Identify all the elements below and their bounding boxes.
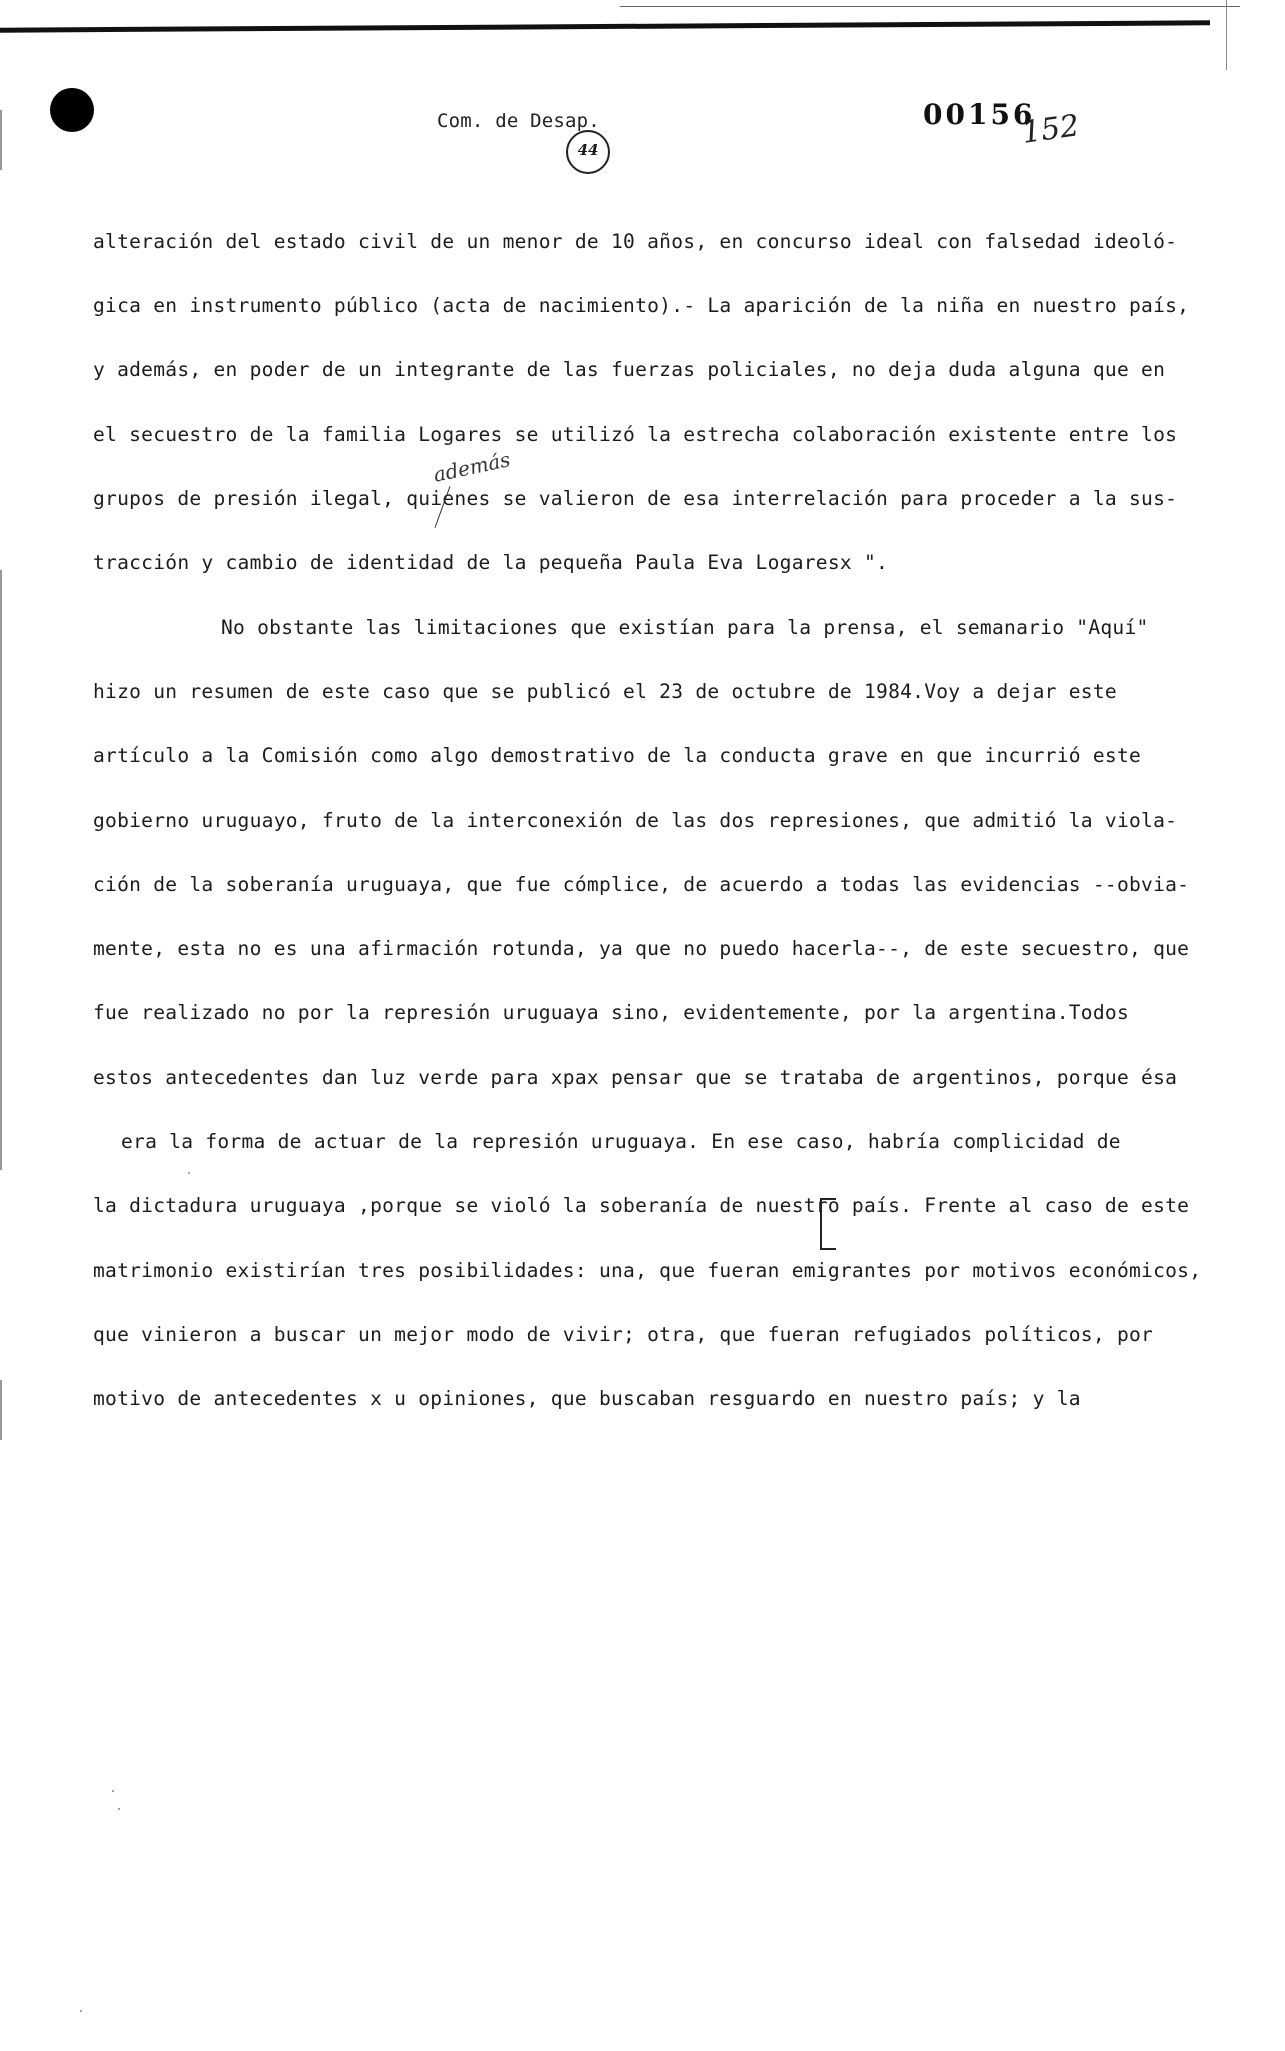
text-line: No obstante las limitaciones que existían para la prensa, el semanario "Aquí"	[221, 616, 1149, 639]
text-line: mente, esta no es una afirmación rotunda, ya que no puedo hacerla--, de este secuestro, que	[93, 937, 1190, 960]
handwritten-insertion: además	[431, 447, 513, 487]
top-thin-line	[620, 6, 1240, 7]
text-line: artículo a la Comisión como algo demostrativo de la conducta grave en que incurrió este	[93, 744, 1142, 767]
scan-speck	[118, 1808, 120, 1810]
text-line: gobierno uruguayo, fruto de la interconexión de las dos represiones, que admitió la viola-	[93, 809, 1178, 832]
scan-speck	[188, 1172, 190, 1174]
text-line: tracción y cambio de identidad de la pequeña Paula Eva Logaresx ".	[93, 551, 889, 574]
text-line: motivo de antecedentes x u opiniones, que buscaban resguardo en nuestro país; y la	[93, 1387, 1081, 1410]
left-margin-mark	[0, 110, 2, 170]
text-line: ción de la soberanía uruguaya, que fue cómplice, de acuerdo a todas las evidencias --obvia-	[93, 873, 1190, 896]
left-margin-mark	[0, 1380, 2, 1440]
text-line: matrimonio existirían tres posibilidades: una, que fueran emigrantes por motivos económicos,	[93, 1259, 1202, 1282]
text-line: la dictadura uruguaya ,porque se violó la soberanía de nuestro país. Frente al caso de este	[93, 1194, 1190, 1217]
paragraph-bracket	[820, 1198, 836, 1250]
text-line: el secuestro de la familia Logares se utilizó la estrecha colaboración existente entre los	[93, 423, 1178, 446]
text-line: era la forma de actuar de la represión uruguaya. En ese caso, habría complicidad de	[121, 1130, 1121, 1153]
committee-header: Com. de Desap.	[437, 110, 600, 132]
top-border-line	[0, 20, 1210, 32]
document-number: 00156	[923, 98, 1036, 131]
left-margin-mark	[0, 570, 2, 1170]
scan-speck	[112, 1790, 114, 1792]
handwritten-folio: 152	[1019, 108, 1082, 151]
page-stamp	[566, 130, 610, 174]
text-line: hizo un resumen de este caso que se publicó el 23 de octubre de 1984.Voy a dejar este	[93, 680, 1117, 703]
text-line: alteración del estado civil de un menor de 10 años, en concurso ideal con falsedad ideoló-	[93, 230, 1178, 253]
right-edge-line	[1226, 0, 1227, 70]
text-line: y además, en poder de un integrante de las fuerzas policiales, no deja duda alguna que en	[93, 358, 1166, 381]
page-stamp-number: 44	[577, 141, 599, 159]
text-line: que vinieron a buscar un mejor modo de vivir; otra, que fueran refugiados políticos, por	[93, 1323, 1154, 1346]
text-line: grupos de presión ilegal, quienes se valieron de esa interrelación para proceder a la sus-	[93, 487, 1178, 510]
punch-hole	[50, 88, 94, 132]
text-line: fue realizado no por la represión uruguaya sino, evidentemente, por la argentina.Todos	[93, 1001, 1129, 1024]
text-line: gica en instrumento público (acta de nacimiento).- La aparición de la niña en nuestro país,	[93, 294, 1190, 317]
scan-speck	[80, 2010, 82, 2012]
text-line: estos antecedentes dan luz verde para xpax pensar que se trataba de argentinos, porque ésa	[93, 1066, 1178, 1089]
